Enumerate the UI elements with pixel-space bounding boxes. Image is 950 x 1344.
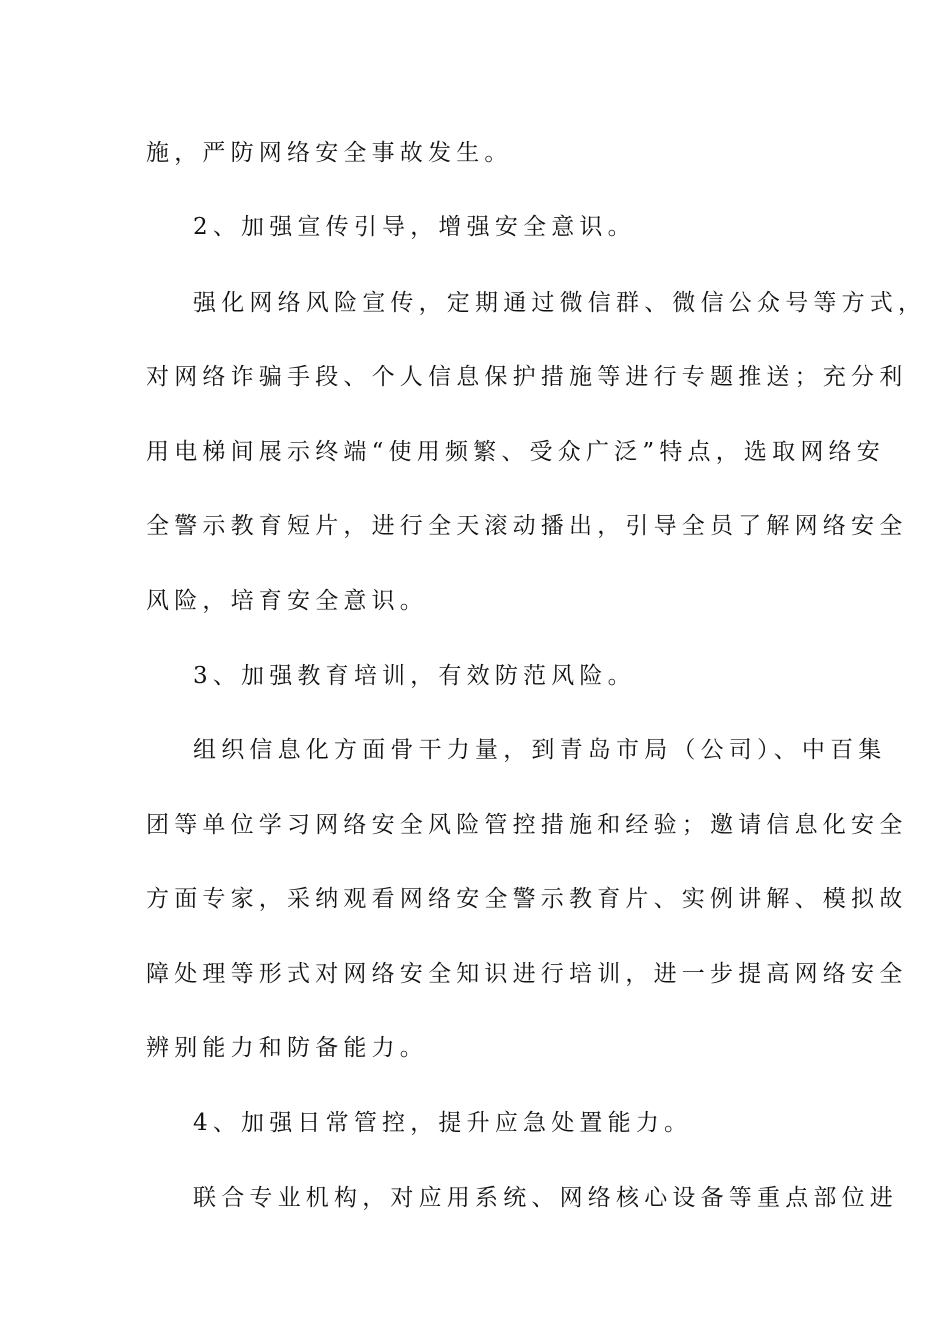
text-line: 辨别能力和防备能力。: [146, 1035, 428, 1061]
text-line: 对网络诈骗手段、个人信息保护措施等进行专题推送；充分利: [146, 364, 908, 390]
text-line: 团等单位学习网络安全风险管控措施和经验；邀请信息化安全: [146, 812, 908, 838]
text-line: 强化网络风险宣传，定期通过微信群、微信公众号等方式，: [193, 290, 927, 316]
text-line: 施，严防网络安全事故发生。: [146, 140, 513, 166]
text-line: 障处理等形式对网络安全知识进行培训，进一步提高网络安全: [146, 961, 908, 987]
section-heading-4: 4、加强日常管控，提升应急处置能力。: [193, 1110, 693, 1136]
text-line: 方面专家，采纳观看网络安全警示教育片、实例讲解、模拟故: [146, 886, 908, 912]
text-line: 联合专业机构，对应用系统、网络核心设备等重点部位进: [193, 1185, 898, 1211]
text-line: 全警示教育短片，进行全天滚动播出，引导全员了解网络安全: [146, 513, 908, 539]
section-heading-2: 2、加强宣传引导，增强安全意识。: [193, 214, 636, 240]
text-line: 用电梯间展示终端“使用频繁、受众广泛”特点，选取网络安: [146, 439, 885, 465]
text-line: 组织信息化方面骨干力量，到青岛市局（公司）、中百集: [193, 737, 887, 763]
text-line: 风险，培育安全意识。: [146, 588, 428, 614]
section-heading-3: 3、加强教育培训，有效防范风险。: [193, 663, 636, 689]
